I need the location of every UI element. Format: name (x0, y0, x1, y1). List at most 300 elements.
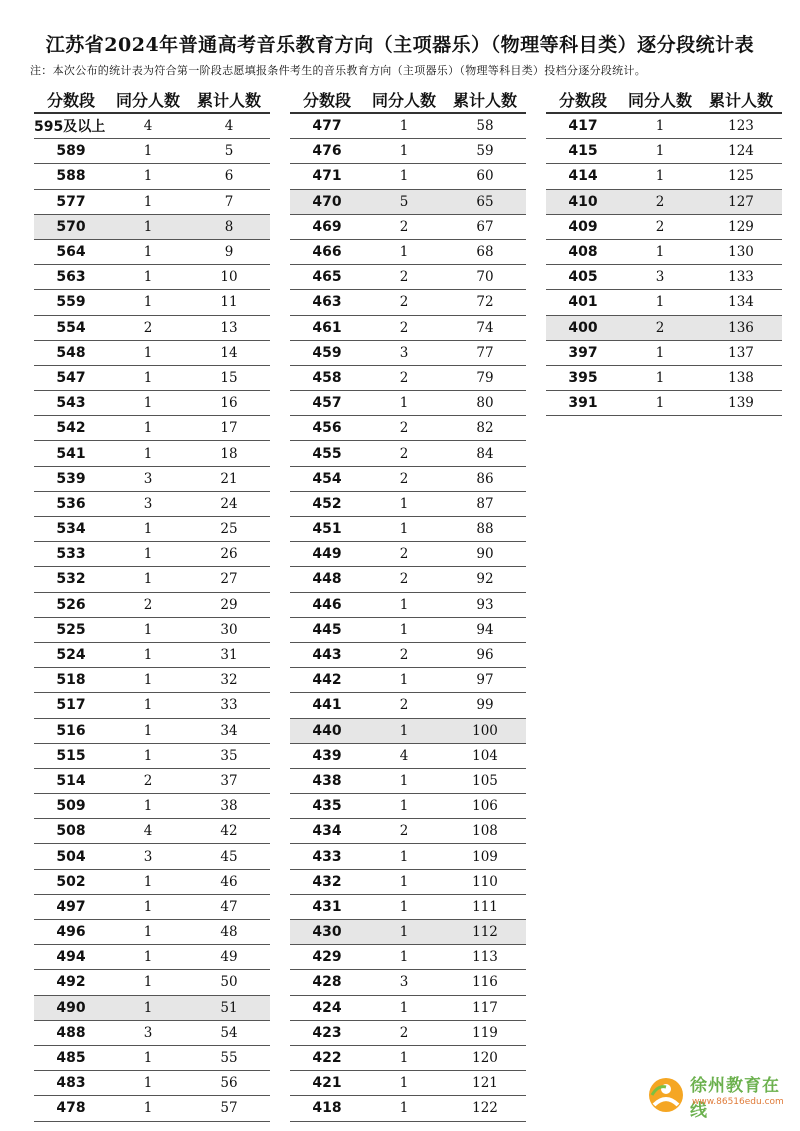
table-row (290, 744, 526, 769)
same-count-cell: 2 (399, 823, 409, 840)
table-row (290, 844, 526, 869)
cumulative-cell: 96 (476, 647, 494, 664)
score-cell: 476 (312, 143, 342, 160)
table-row (34, 240, 270, 265)
cumulative-cell: 112 (472, 924, 498, 941)
table-row (290, 114, 526, 139)
table-row (34, 391, 270, 416)
score-cell: 559 (56, 294, 86, 311)
score-cell: 455 (312, 445, 342, 462)
table-row (34, 970, 270, 995)
cumulative-cell: 97 (476, 672, 494, 689)
score-cell: 564 (56, 244, 86, 261)
score-cell: 548 (56, 344, 86, 361)
cumulative-cell: 74 (476, 319, 494, 336)
score-cell: 463 (312, 294, 342, 311)
cumulative-cell: 60 (476, 168, 494, 185)
cumulative-cell: 17 (220, 420, 238, 437)
header-cumulative: 累计人数 (452, 90, 517, 110)
header-same-count: 同分人数 (371, 90, 436, 110)
same-count-cell: 1 (143, 672, 153, 689)
same-count-cell: 1 (143, 546, 153, 563)
score-table-column-1 (34, 86, 270, 1122)
cumulative-cell: 35 (220, 747, 238, 764)
table-row (290, 618, 526, 643)
same-count-cell: 1 (143, 193, 153, 210)
score-cell: 432 (312, 873, 342, 890)
cumulative-cell: 80 (476, 395, 494, 412)
table-row (546, 366, 782, 391)
same-count-cell: 1 (143, 143, 153, 160)
same-count-cell: 1 (399, 1075, 409, 1092)
cumulative-cell: 55 (220, 1050, 238, 1067)
table-row (290, 1096, 526, 1121)
score-cell: 449 (312, 546, 342, 563)
cumulative-cell: 84 (476, 445, 494, 462)
table-row (290, 719, 526, 744)
same-count-cell: 1 (143, 999, 153, 1016)
score-cell: 541 (56, 445, 86, 462)
cumulative-cell: 87 (476, 495, 494, 512)
table-row (546, 341, 782, 366)
watermark-name: 徐州教育在线 (690, 1076, 780, 1121)
table-row (290, 693, 526, 718)
cumulative-cell: 136 (728, 319, 754, 336)
same-count-cell: 1 (143, 218, 153, 235)
table-row (290, 441, 526, 466)
score-cell: 431 (312, 898, 342, 915)
table-row (290, 668, 526, 693)
cumulative-cell: 72 (476, 294, 494, 311)
table-row (34, 542, 270, 567)
score-cell: 418 (312, 1100, 342, 1117)
cumulative-cell: 123 (728, 118, 754, 135)
cumulative-cell: 59 (476, 143, 494, 160)
cumulative-cell: 56 (220, 1075, 238, 1092)
score-cell: 490 (56, 999, 86, 1016)
score-cell: 422 (312, 1050, 342, 1067)
cumulative-cell: 31 (220, 647, 238, 664)
table-row (34, 794, 270, 819)
table-row (290, 945, 526, 970)
cumulative-cell: 139 (728, 395, 754, 412)
score-cell: 570 (56, 218, 86, 235)
same-count-cell: 2 (143, 772, 153, 789)
same-count-cell: 1 (399, 168, 409, 185)
score-cell: 428 (312, 974, 342, 991)
same-count-cell: 3 (143, 495, 153, 512)
same-count-cell: 1 (399, 395, 409, 412)
table-row (34, 114, 270, 139)
score-cell: 509 (56, 798, 86, 815)
cumulative-cell: 117 (472, 999, 498, 1016)
cumulative-cell: 29 (220, 596, 238, 613)
score-cell: 477 (312, 118, 342, 135)
cumulative-cell: 67 (476, 218, 494, 235)
table-row (290, 492, 526, 517)
score-cell: 492 (56, 974, 86, 991)
cumulative-cell: 133 (728, 269, 754, 286)
score-cell: 434 (312, 823, 342, 840)
cumulative-cell: 27 (220, 571, 238, 588)
cumulative-cell: 45 (220, 848, 238, 865)
score-cell: 408 (568, 244, 598, 261)
table-row (290, 643, 526, 668)
same-count-cell: 1 (399, 722, 409, 739)
table-row (546, 265, 782, 290)
score-cell: 405 (568, 269, 598, 286)
table-row (34, 1071, 270, 1096)
same-count-cell: 4 (143, 118, 153, 135)
same-count-cell: 3 (399, 344, 409, 361)
score-cell: 496 (56, 924, 86, 941)
cumulative-cell: 42 (220, 823, 238, 840)
score-cell: 543 (56, 395, 86, 412)
cumulative-cell: 92 (476, 571, 494, 588)
score-cell: 517 (56, 697, 86, 714)
table-row (290, 139, 526, 164)
score-cell: 504 (56, 848, 86, 865)
score-cell: 443 (312, 647, 342, 664)
same-count-cell: 1 (399, 1100, 409, 1117)
cumulative-cell: 105 (472, 772, 498, 789)
cumulative-cell: 70 (476, 269, 494, 286)
table-row (34, 719, 270, 744)
cumulative-cell: 58 (476, 118, 494, 135)
table-row (34, 416, 270, 441)
table-row (290, 819, 526, 844)
cumulative-cell: 121 (472, 1075, 498, 1092)
score-cell: 435 (312, 798, 342, 815)
cumulative-cell: 47 (220, 898, 238, 915)
cumulative-cell: 25 (220, 521, 238, 538)
same-count-cell: 2 (399, 571, 409, 588)
score-cell: 441 (312, 697, 342, 714)
same-count-cell: 1 (399, 949, 409, 966)
cumulative-cell: 7 (224, 193, 234, 210)
score-cell: 497 (56, 898, 86, 915)
same-count-cell: 2 (655, 218, 665, 235)
same-count-cell: 3 (655, 269, 665, 286)
score-cell: 414 (568, 168, 598, 185)
header-cumulative: 累计人数 (708, 90, 773, 110)
table-row (34, 844, 270, 869)
same-count-cell: 1 (399, 772, 409, 789)
table-row (290, 290, 526, 315)
cumulative-cell: 82 (476, 420, 494, 437)
cumulative-cell: 34 (220, 722, 238, 739)
cumulative-cell: 33 (220, 697, 238, 714)
score-cell: 438 (312, 772, 342, 789)
score-cell: 536 (56, 495, 86, 512)
same-count-cell: 1 (143, 1075, 153, 1092)
score-cell: 454 (312, 470, 342, 487)
same-count-cell: 5 (399, 193, 409, 210)
header-cumulative: 累计人数 (196, 90, 261, 110)
table-row (290, 366, 526, 391)
score-cell: 421 (312, 1075, 342, 1092)
score-cell: 494 (56, 949, 86, 966)
same-count-cell: 2 (399, 697, 409, 714)
watermark-url: www.86516edu.com (692, 1097, 784, 1107)
score-cell: 589 (56, 143, 86, 160)
cumulative-cell: 38 (220, 798, 238, 815)
cumulative-cell: 65 (476, 193, 494, 210)
score-cell: 457 (312, 395, 342, 412)
table-row (290, 164, 526, 189)
table-row (34, 290, 270, 315)
score-cell: 401 (568, 294, 598, 311)
cumulative-cell: 6 (224, 168, 234, 185)
score-cell: 588 (56, 168, 86, 185)
table-header (546, 86, 782, 114)
table-row (290, 567, 526, 592)
score-cell: 524 (56, 647, 86, 664)
same-count-cell: 3 (143, 470, 153, 487)
score-cell: 516 (56, 722, 86, 739)
table-row (290, 416, 526, 441)
cumulative-cell: 120 (472, 1050, 498, 1067)
cumulative-cell: 14 (220, 344, 238, 361)
table-row (290, 215, 526, 240)
same-count-cell: 1 (399, 244, 409, 261)
same-count-cell: 1 (655, 344, 665, 361)
cumulative-cell: 110 (472, 873, 498, 890)
cumulative-cell: 15 (220, 369, 238, 386)
cumulative-cell: 129 (728, 218, 754, 235)
table-row (34, 517, 270, 542)
table-row (34, 441, 270, 466)
same-count-cell: 3 (143, 1024, 153, 1041)
cumulative-cell: 24 (220, 495, 238, 512)
table-row (34, 139, 270, 164)
same-count-cell: 2 (143, 319, 153, 336)
table-row (290, 240, 526, 265)
same-count-cell: 2 (399, 294, 409, 311)
table-row (290, 996, 526, 1021)
same-count-cell: 1 (143, 722, 153, 739)
score-cell: 532 (56, 571, 86, 588)
table-row (34, 819, 270, 844)
cumulative-cell: 79 (476, 369, 494, 386)
score-cell: 395 (568, 369, 598, 386)
cumulative-cell: 54 (220, 1024, 238, 1041)
cumulative-cell: 50 (220, 974, 238, 991)
cumulative-cell: 94 (476, 621, 494, 638)
cumulative-cell: 113 (472, 949, 498, 966)
cumulative-cell: 18 (220, 445, 238, 462)
same-count-cell: 1 (143, 244, 153, 261)
score-cell: 502 (56, 873, 86, 890)
score-cell: 452 (312, 495, 342, 512)
table-row (34, 215, 270, 240)
same-count-cell: 1 (143, 798, 153, 815)
score-cell: 547 (56, 369, 86, 386)
score-cell: 508 (56, 823, 86, 840)
same-count-cell: 1 (399, 924, 409, 941)
table-row (290, 265, 526, 290)
same-count-cell: 1 (399, 898, 409, 915)
same-count-cell: 2 (399, 546, 409, 563)
score-cell: 514 (56, 772, 86, 789)
table-row (290, 391, 526, 416)
table-row (34, 593, 270, 618)
table-row (290, 190, 526, 215)
score-cell: 439 (312, 747, 342, 764)
cumulative-cell: 30 (220, 621, 238, 638)
table-row (34, 643, 270, 668)
table-row (34, 945, 270, 970)
same-count-cell: 1 (143, 1100, 153, 1117)
same-count-cell: 1 (399, 848, 409, 865)
score-cell: 542 (56, 420, 86, 437)
same-count-cell: 1 (143, 873, 153, 890)
table-row (290, 970, 526, 995)
table-row (546, 139, 782, 164)
same-count-cell: 4 (399, 747, 409, 764)
header-score: 分数段 (302, 90, 351, 110)
same-count-cell: 1 (399, 521, 409, 538)
same-count-cell: 3 (399, 974, 409, 991)
same-count-cell: 2 (399, 445, 409, 462)
same-count-cell: 2 (143, 596, 153, 613)
table-row (290, 895, 526, 920)
same-count-cell: 1 (143, 294, 153, 311)
cumulative-cell: 130 (728, 244, 754, 261)
same-count-cell: 1 (143, 521, 153, 538)
same-count-cell: 2 (399, 647, 409, 664)
table-row (34, 668, 270, 693)
same-count-cell: 1 (655, 168, 665, 185)
score-cell: 458 (312, 369, 342, 386)
table-row (546, 391, 782, 416)
table-row (546, 316, 782, 341)
same-count-cell: 1 (399, 495, 409, 512)
same-count-cell: 1 (399, 118, 409, 135)
score-cell: 433 (312, 848, 342, 865)
same-count-cell: 1 (143, 344, 153, 361)
cumulative-cell: 68 (476, 244, 494, 261)
same-count-cell: 2 (399, 1024, 409, 1041)
table-row (34, 769, 270, 794)
cumulative-cell: 93 (476, 596, 494, 613)
same-count-cell: 2 (399, 218, 409, 235)
score-cell: 485 (56, 1050, 86, 1067)
same-count-cell: 1 (143, 269, 153, 286)
page-title: 江苏省2024年普通高考音乐教育方向（主项器乐）（物理等科目类）逐分段统计表 (45, 34, 755, 56)
cumulative-cell: 26 (220, 546, 238, 563)
score-table-column-2 (290, 86, 526, 1122)
cumulative-cell: 4 (224, 118, 234, 135)
score-cell: 397 (568, 344, 598, 361)
same-count-cell: 4 (143, 823, 153, 840)
same-count-cell: 3 (143, 848, 153, 865)
score-cell: 465 (312, 269, 342, 286)
table-row (34, 567, 270, 592)
cumulative-cell: 90 (476, 546, 494, 563)
score-cell: 410 (568, 193, 598, 210)
header-score: 分数段 (46, 90, 95, 110)
same-count-cell: 2 (399, 369, 409, 386)
cumulative-cell: 119 (472, 1024, 498, 1041)
cumulative-cell: 49 (220, 949, 238, 966)
cumulative-cell: 100 (472, 722, 498, 739)
table-row (290, 467, 526, 492)
same-count-cell: 1 (143, 571, 153, 588)
same-count-cell: 1 (143, 369, 153, 386)
score-cell: 466 (312, 244, 342, 261)
score-cell: 471 (312, 168, 342, 185)
cumulative-cell: 108 (472, 823, 498, 840)
table-row (290, 1021, 526, 1046)
same-count-cell: 1 (399, 999, 409, 1016)
table-header (34, 86, 270, 114)
score-cell: 461 (312, 319, 342, 336)
score-cell: 533 (56, 546, 86, 563)
header-same-count: 同分人数 (115, 90, 180, 110)
cumulative-cell: 48 (220, 924, 238, 941)
cumulative-cell: 51 (220, 999, 238, 1016)
score-cell: 534 (56, 521, 86, 538)
score-cell: 518 (56, 672, 86, 689)
table-row (290, 1071, 526, 1096)
table-row (546, 114, 782, 139)
score-cell: 469 (312, 218, 342, 235)
cumulative-cell: 109 (472, 848, 498, 865)
table-row (546, 290, 782, 315)
cumulative-cell: 99 (476, 697, 494, 714)
table-row (290, 542, 526, 567)
table-header (290, 86, 526, 114)
same-count-cell: 2 (399, 269, 409, 286)
cumulative-cell: 111 (472, 898, 498, 915)
cumulative-cell: 124 (728, 143, 754, 160)
cumulative-cell: 104 (472, 747, 498, 764)
same-count-cell: 1 (143, 898, 153, 915)
score-cell: 525 (56, 621, 86, 638)
table-row (546, 215, 782, 240)
same-count-cell: 2 (655, 193, 665, 210)
watermark-logo-icon (646, 1075, 686, 1115)
score-cell: 470 (312, 193, 342, 210)
score-cell: 595及以上 (34, 119, 106, 136)
same-count-cell: 2 (399, 319, 409, 336)
table-row (290, 593, 526, 618)
same-count-cell: 1 (399, 596, 409, 613)
same-count-cell: 1 (143, 949, 153, 966)
same-count-cell: 1 (399, 672, 409, 689)
cumulative-cell: 57 (220, 1100, 238, 1117)
cumulative-cell: 88 (476, 521, 494, 538)
same-count-cell: 1 (399, 1050, 409, 1067)
same-count-cell: 1 (143, 621, 153, 638)
table-row (34, 895, 270, 920)
table-row (546, 164, 782, 189)
same-count-cell: 2 (655, 319, 665, 336)
table-row (34, 265, 270, 290)
cumulative-cell: 116 (472, 974, 498, 991)
table-row (34, 316, 270, 341)
score-cell: 526 (56, 596, 86, 613)
table-row (34, 744, 270, 769)
score-cell: 488 (56, 1024, 86, 1041)
score-cell: 577 (56, 193, 86, 210)
same-count-cell: 1 (143, 697, 153, 714)
same-count-cell: 1 (655, 143, 665, 160)
table-row (546, 190, 782, 215)
table-row (34, 341, 270, 366)
same-count-cell: 1 (143, 395, 153, 412)
